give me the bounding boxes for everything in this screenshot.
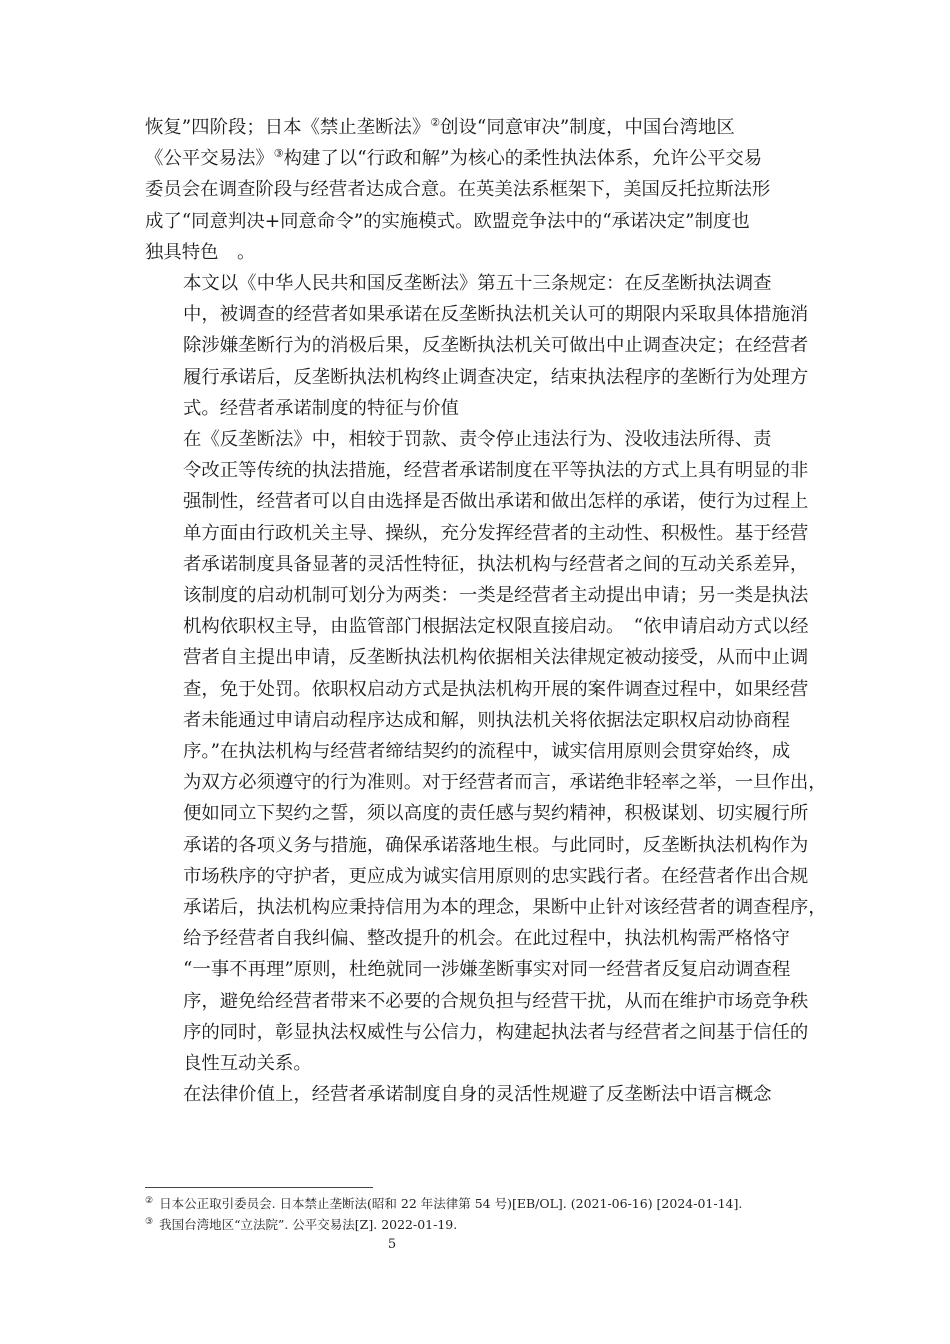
text-line: 式。经营者承诺制度的特征与价值 xyxy=(183,397,459,419)
text-line: 委员会在调查阶段与经营者达成合意。在英美法系框架下，美国反托拉斯法形 xyxy=(145,179,771,201)
text-line: 机构依职权主导，由监管部门根据法定权限直接启动。 “依申请启动方式以经 xyxy=(183,616,809,638)
text-line: 便如同立下契约之誓，须以高度的责任感与契约精神，积极谋划、切实履行所 xyxy=(183,803,809,825)
text-line: 查，免于处罚。依职权启动方式是执法机构开展的案件调查过程中，如果经营 xyxy=(183,678,809,700)
footnote-reference[interactable]: ② xyxy=(430,115,441,129)
footnotes xyxy=(145,1192,807,1234)
footnote-separator xyxy=(145,1187,373,1188)
text-line: 单方面由行政机关主导、操纵，充分发挥经营者的主动性、积极性。基于经营 xyxy=(183,522,809,544)
text-line: 者未能通过申请启动程序达成和解，则执法机关将依据法定职权启动协商程 xyxy=(183,709,790,731)
text-line: 履行承诺后，反垄断执法机构终止调查决定，结束执法程序的垄断行为处理方 xyxy=(183,366,809,388)
footnote xyxy=(145,1192,807,1213)
text-line: 序。”在执法机构与经营者缔结契约的流程中，诚实信用原则会贯穿始终，成 xyxy=(183,741,791,763)
footnote-text: 日本公正取引委员会. 日本禁止垄断法(昭和 22 年法律第 54 号)[EB/OL]. (2021-06-16) [2024-01-14]. xyxy=(159,1196,743,1212)
text-line: 在法律价值上，经营者承诺制度自身的灵活性规避了反垄断法中语言概念 xyxy=(183,1084,772,1106)
text-line: 令改正等传统的执法措施，经营者承诺制度在平等执法的方式上具有明显的非 xyxy=(183,460,809,482)
text-line: 营者自主提出申请，反垄断执法机构依据相关法律规定被动接受，从而中止调 xyxy=(183,647,809,669)
paragraph xyxy=(145,1079,807,1110)
text-line: 《公平交易法》③构建了以“行政和解”为核心的柔性执法体系，允许公平交易 xyxy=(145,147,763,170)
text-line: 中，被调查的经营者如果承诺在反垄断执法机关认可的期限内采取具体措施消 xyxy=(183,304,809,326)
paragraph xyxy=(145,424,827,1079)
text-line: 良性互动关系。 xyxy=(183,1053,312,1075)
text-line: 给予经营者自我纠偏、整改提升的机会。在此过程中，执法机构需严格恪守 xyxy=(183,928,790,950)
text-line: “一事不再理”原则，杜绝就同一涉嫌垄断事实对同一经营者反复启动调查程 xyxy=(183,959,791,981)
body-text xyxy=(145,112,827,1111)
footnote-mark: ② xyxy=(145,1196,154,1206)
text-line: 成了“同意判决+同意命令”的实施模式。欧盟竞争法中的“承诺决定”制度也 xyxy=(145,210,750,232)
text-line: 恢复”四阶段；日本《禁止垄断法》②创设“同意审决”制度，中国台湾地区 xyxy=(145,115,735,138)
paragraph xyxy=(145,268,807,424)
page-number: 5 xyxy=(387,1237,397,1252)
text-line: 在《反垄断法》中，相较于罚款、责令停止违法行为、没收违法所得、责 xyxy=(183,429,772,451)
text-line: 为双方必须遵守的行为准则。对于经营者而言，承诺绝非轻率之举，一旦作出， xyxy=(183,772,827,794)
footnote-reference[interactable]: ③ xyxy=(273,147,284,161)
text-line: 者承诺制度具备显著的灵活性特征，执法机构与经营者之间的互动关系差异， xyxy=(183,553,809,575)
text-line: 本文以《中华人民共和国反垄断法》第五十三条规定：在反垄断执法调查 xyxy=(183,273,772,295)
text-line: 序，避免给经营者带来不必要的合规负担与经营干扰，从而在维护市场竞争秩 xyxy=(183,990,809,1012)
text-line: 承诺后，执法机构应秉持信用为本的理念，果断中止针对该经营者的调查程序， xyxy=(183,897,827,919)
text-line: 序的同时，彰显执法权威性与公信力，构建起执法者与经营者之间基于信任的 xyxy=(183,1021,809,1043)
text-line: 除涉嫌垄断行为的消极后果，反垄断执法机关可做出中止调查决定；在经营者 xyxy=(183,335,809,357)
footnote-mark: ③ xyxy=(145,1217,154,1228)
text-line: 该制度的启动机制可划分为两类：一类是经营者主动提出申请；另一类是执法 xyxy=(183,585,809,607)
text-line: 承诺的各项义务与措施，确保承诺落地生根。与此同时，反垄断执法机构作为 xyxy=(183,834,809,856)
text-line: 市场秩序的守护者，更应成为诚实信用原则的忠实践行者。在经营者作出合规 xyxy=(183,865,809,887)
paragraph xyxy=(145,112,807,268)
footnote xyxy=(145,1213,807,1234)
footnote-text: 我国台湾地区“立法院”. 公平交易法[Z]. 2022-01-19. xyxy=(159,1217,458,1233)
text-line: 独具特色 。 xyxy=(145,241,256,263)
text-line: 强制性，经营者可以自由选择是否做出承诺和做出怎样的承诺，使行为过程上 xyxy=(183,491,809,513)
